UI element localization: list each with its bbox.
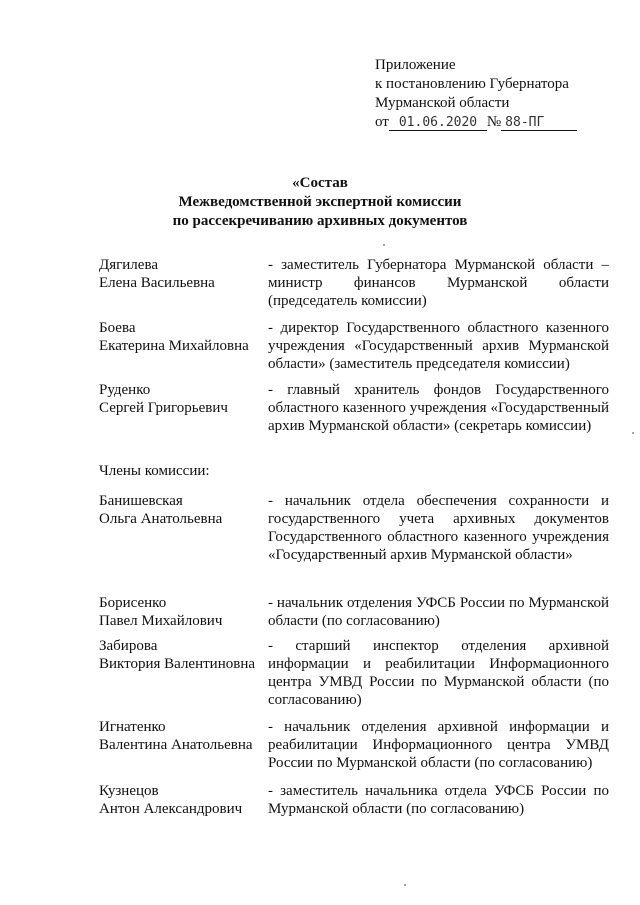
title-line-3: по рассекречиванию архивных документов xyxy=(172,213,468,229)
member-name xyxy=(99,256,264,292)
scan-speck xyxy=(404,884,406,886)
member-role: - директор Государственного областного казенного учреждения «Государственный архив Мурманской области» (заместитель председателя комиссии) xyxy=(268,320,609,372)
appendix-date-line xyxy=(375,113,577,132)
member-role: - заместитель Губернатора Мурманской области – министр финансов Мурманской области (председатель комиссии) xyxy=(268,257,609,309)
member-role: - заместитель начальника отдела УФСБ России по Мурманской области (по согласованию) xyxy=(268,783,609,817)
member-name xyxy=(99,718,264,754)
title-line-1: «Состав xyxy=(292,175,348,191)
member-surname: Игнатенко xyxy=(99,719,166,735)
member-surname: Забирова xyxy=(99,638,158,654)
title-line-2: Межведомственной экспертной комиссии xyxy=(178,194,462,210)
member-given-name: Валентина Анатольевна xyxy=(99,737,253,753)
document-title xyxy=(0,174,640,231)
appendix-header xyxy=(375,56,577,132)
appendix-resolution: к постановлению Губернатора xyxy=(375,76,569,92)
members-label: Члены комиссии: xyxy=(99,463,210,479)
member-surname: Боева xyxy=(99,320,136,336)
member-name xyxy=(99,782,264,818)
member-role: - старший инспектор отделения архивной информации и реабилитации Информационного центра УМВД России по Мурманской области (по согласованию) xyxy=(268,638,609,708)
member-surname: Банишевская xyxy=(99,493,183,509)
member-given-name: Виктория Валентиновна xyxy=(99,656,255,672)
member-given-name: Антон Александрович xyxy=(99,801,243,817)
scan-speck xyxy=(383,244,385,246)
member-given-name: Павел Михайлович xyxy=(99,613,223,629)
appendix-region: Мурманской области xyxy=(375,95,510,111)
member-name xyxy=(99,381,264,417)
member-surname: Кузнецов xyxy=(99,783,159,799)
member-given-name: Елена Васильевна xyxy=(99,275,215,291)
member-role: - главный хранитель фондов Государственного областного казенного учреждения «Государственный архив Мурманской области» (секретарь комиссии) xyxy=(268,382,609,434)
scan-speck xyxy=(632,432,634,434)
member-surname: Дягилева xyxy=(99,257,158,273)
member-role: - начальник отделения УФСБ России по Мурманской области (по согласованию) xyxy=(268,595,609,629)
member-given-name: Сергей Григорьевич xyxy=(99,400,228,416)
member-role: - начальник отдела обеспечения сохранности и государственного учета архивных документов Государственного областного казенного учреждения «Государственный архив Мурманской области» xyxy=(268,493,609,563)
member-role: - начальник отделения архивной информации и реабилитации Информационного центра УМВД России по Мурманской области (по согласованию) xyxy=(268,719,609,771)
member-name xyxy=(99,319,264,355)
member-name xyxy=(99,492,264,528)
decree-number: 88-ПГ xyxy=(501,115,577,131)
member-name xyxy=(99,594,264,630)
member-surname: Руденко xyxy=(99,382,151,398)
member-given-name: Ольга Анатольевна xyxy=(99,511,223,527)
date-prefix: от xyxy=(375,114,389,130)
decree-date: 01.06.2020 xyxy=(389,115,487,131)
appendix-label: Приложение xyxy=(375,57,456,73)
member-given-name: Екатерина Михайловна xyxy=(99,338,249,354)
member-surname: Борисенко xyxy=(99,595,167,611)
number-prefix: № xyxy=(486,114,502,130)
member-name xyxy=(99,637,264,673)
